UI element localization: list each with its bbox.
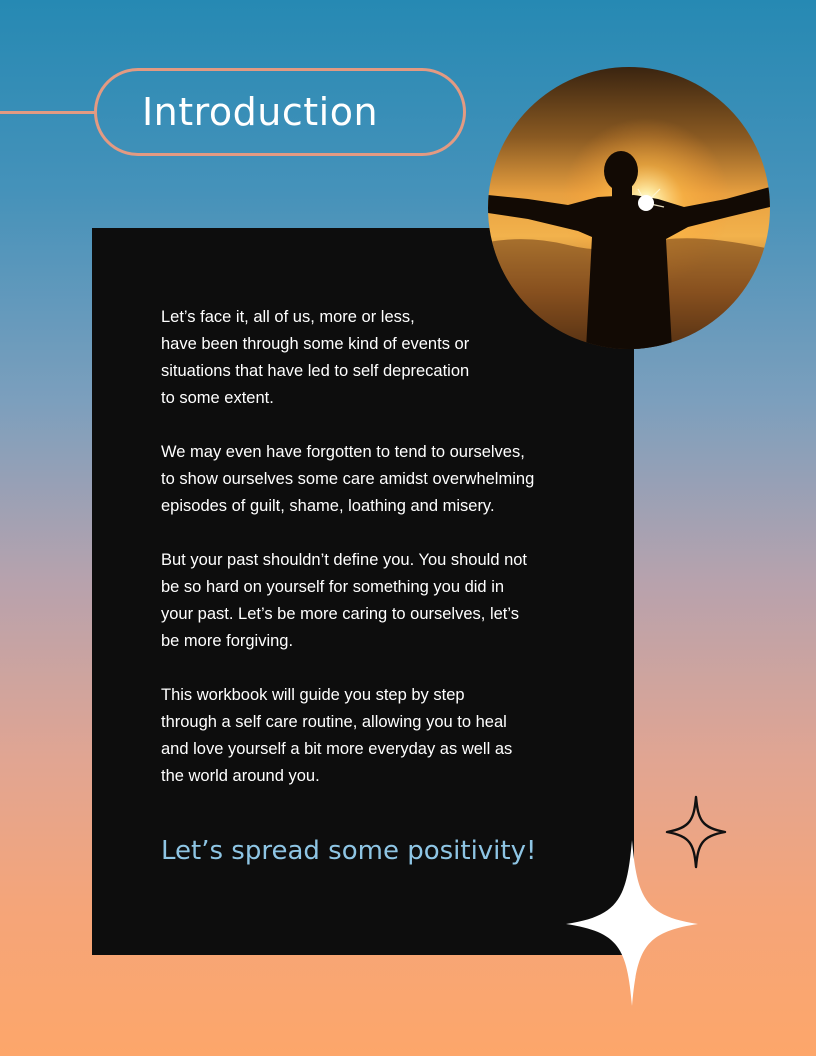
page-title: Introduction	[141, 90, 379, 134]
paragraph-2: We may even have forgotten to tend to ourselves, to show ourselves some care amidst overwhelming episodes of guilt, shame, loathing and misery.	[161, 443, 535, 515]
sparkle-solid-icon	[565, 838, 699, 1013]
paragraph-3: But your past shouldn’t define you. You should not be so hard on yourself for something you did in your past. Let’s be more caring to ourselves, let’s be more forgiving.	[161, 551, 528, 650]
title-pill	[94, 68, 466, 156]
body-copy	[161, 304, 581, 817]
title-connector-line	[0, 111, 96, 114]
tagline: Let’s spread some positivity!	[161, 836, 537, 866]
paragraph-4: This workbook will guide you step by step through a self care routine, allowing you to heal and love yourself a bit more everyday as well as the world around you.	[161, 686, 513, 785]
paragraph-1: Let’s face it, all of us, more or less, have been through some kind of events or situations that have led to self deprecation to some extent.	[161, 308, 470, 407]
sunset-silhouette-photo	[488, 67, 770, 349]
